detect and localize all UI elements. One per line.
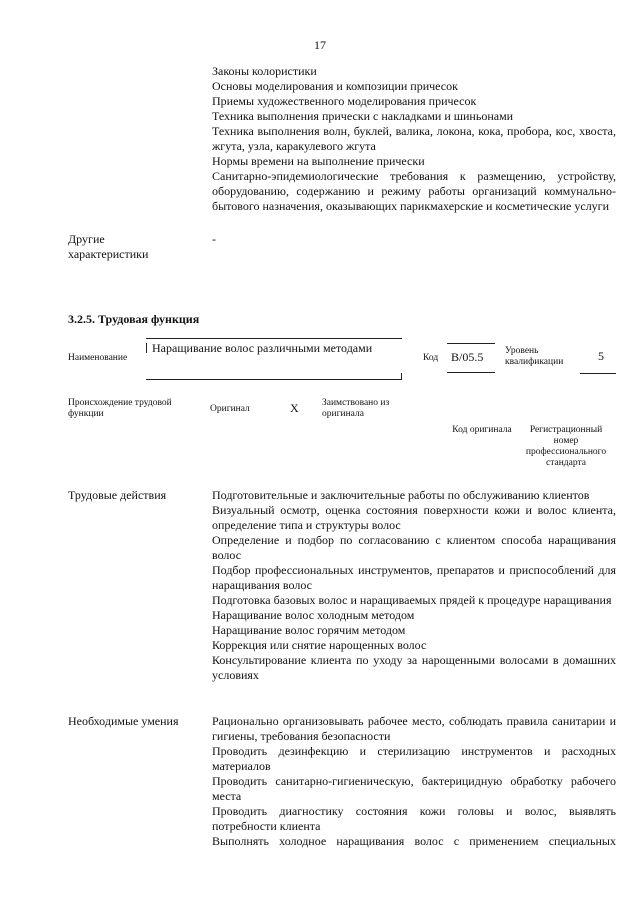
list-item: Санитарно-эпидемиологические требования к размещению, устройству, оборудованию, содержанию и режиму работы организаций коммунально-бытового назначения, оказывающих парикмахерские и косметические услуги bbox=[212, 169, 616, 213]
code-value: B/05.5 bbox=[451, 350, 484, 364]
list-item: Наращивание волос горячим методом bbox=[212, 623, 406, 637]
name-label: Наименование bbox=[68, 353, 128, 363]
code-original-label: Код оригинала bbox=[452, 425, 512, 435]
list-item: Консультирование клиента по уходу за нарощенными волосами в домашних условиях bbox=[212, 653, 616, 682]
list-item: Приемы художественного моделирования причесок bbox=[212, 94, 477, 108]
skills-list bbox=[212, 714, 616, 849]
list-item: Коррекция или снятие нарощенных волос bbox=[212, 638, 427, 652]
list-item: Законы колористики bbox=[212, 64, 317, 78]
other-characteristics-value: - bbox=[212, 232, 216, 246]
list-item: Рационально организовывать рабочее место, соблюдать правила санитарии и гигиены, требования безопасности bbox=[212, 714, 616, 743]
list-item: Подбор профессиональных инструментов, препаратов и приспособлений для наращивания волос bbox=[212, 563, 616, 592]
list-item: Проводить диагностику состояния кожи головы и волос, выявлять потребности клиента bbox=[212, 804, 616, 833]
code-field bbox=[447, 343, 495, 373]
list-item: Техника выполнения прически с накладками и шиньонами bbox=[212, 109, 514, 123]
skills-label: Необходимые умения bbox=[68, 714, 179, 728]
section-title: 3.2.5. Трудовая функция bbox=[68, 312, 200, 326]
page-number: 17 bbox=[314, 38, 326, 52]
name-field bbox=[146, 338, 402, 380]
name-value: Наращивание волос различными методами bbox=[152, 341, 373, 355]
original-label: Оригинал bbox=[210, 404, 250, 414]
list-item: Подготовка базовых волос и наращиваемых прядей к процедуре наращивания bbox=[212, 593, 612, 607]
level-field bbox=[580, 343, 616, 374]
list-item: Проводить санитарно-гигиеническую, бактерицидную обработку рабочего места bbox=[212, 774, 616, 803]
list-item: Подготовительные и заключительные работы по обслуживанию клиентов bbox=[212, 488, 590, 502]
reg-number-label: Регистрационный номер профессионального стандарта bbox=[525, 425, 607, 468]
level-value: 5 bbox=[598, 349, 604, 363]
knowledge-list bbox=[212, 64, 616, 214]
list-item: Выполнять холодное наращивания волос с применением специальных bbox=[212, 834, 616, 848]
list-item: Проводить дезинфекцию и стерилизацию инструментов и расходных материалов bbox=[212, 744, 616, 773]
list-item: Визуальный осмотр, оценка состояния поверхности кожи и волос клиента, определение типа и структуры волос bbox=[212, 503, 616, 532]
list-item: Техника выполнения волн, буклей, валика, локона, кока, пробора, кос, хвоста, жгута, узла, каракулевого жгута bbox=[212, 124, 616, 153]
labor-actions-label: Трудовые действия bbox=[68, 488, 167, 502]
original-mark: X bbox=[290, 401, 299, 415]
other-characteristics-label: Другие характеристики bbox=[68, 232, 149, 261]
borrowed-label: Заимствовано из оригинала bbox=[322, 398, 390, 419]
list-item: Основы моделирования и композиции причесок bbox=[212, 79, 458, 93]
list-item: Определение и подбор по согласованию с клиентом способа наращивания волос bbox=[212, 533, 616, 562]
labor-actions-list bbox=[212, 488, 616, 683]
level-label: Уровень квалификации bbox=[505, 346, 564, 367]
code-label: Код bbox=[423, 353, 439, 363]
origin-label: Происхождение трудовой функции bbox=[68, 398, 172, 419]
list-item: Наращивание волос холодным методом bbox=[212, 608, 415, 622]
list-item: Нормы времени на выполнение прически bbox=[212, 154, 425, 168]
